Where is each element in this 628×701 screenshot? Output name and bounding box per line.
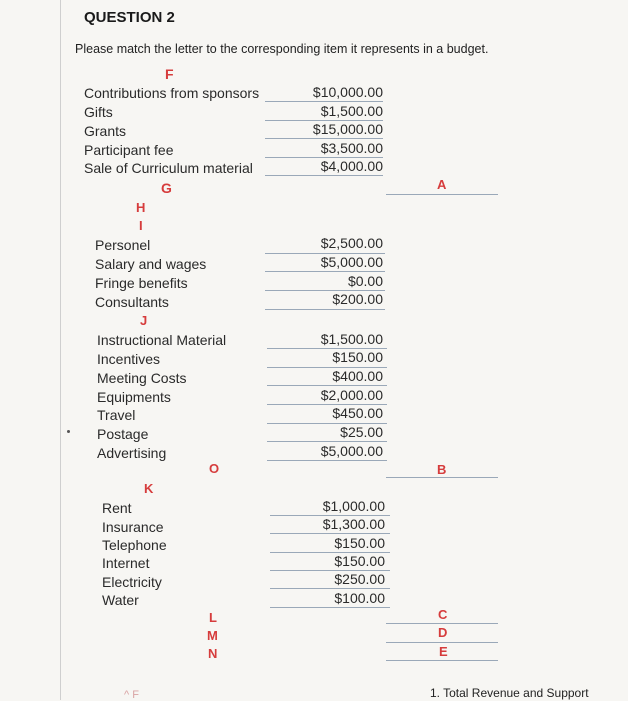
program-label: Advertising: [97, 445, 167, 461]
total-line-d: [386, 642, 498, 643]
answer-line: [270, 570, 390, 571]
marker-e: E: [439, 644, 448, 659]
answer-line: [267, 404, 387, 405]
answer-line: [267, 460, 387, 461]
marker-m: M: [207, 628, 218, 643]
facilities-label: Insurance: [102, 519, 164, 535]
answer-line: [265, 253, 385, 254]
question-title: QUESTION 2: [84, 9, 175, 26]
revenue-amount: $1,500.00: [320, 103, 383, 119]
answer-line: [265, 101, 383, 102]
facilities-label: Internet: [102, 555, 150, 571]
program-amount: $400.00: [332, 368, 383, 384]
answer-line: [267, 441, 387, 442]
answer-line: [265, 309, 385, 310]
margin-dot: [67, 430, 70, 433]
program-label: Instructional Material: [97, 332, 227, 348]
program-label: Incentives: [97, 351, 161, 367]
program-amount: $1,500.00: [320, 331, 383, 347]
revenue-amount: $4,000.00: [320, 158, 383, 174]
facilities-label: Rent: [102, 500, 132, 516]
marker-j: J: [140, 313, 148, 328]
program-amount: $25.00: [340, 424, 383, 440]
answer-line: [267, 385, 387, 386]
program-label: Travel: [97, 407, 136, 423]
answer-line: [265, 290, 385, 291]
personnel-amount: $200.00: [332, 291, 383, 307]
marker-i: I: [139, 218, 143, 233]
revenue-amount: $15,000.00: [312, 121, 383, 137]
total-line-a: [386, 194, 498, 195]
answer-line: [270, 607, 390, 608]
program-amount: $150.00: [332, 349, 383, 365]
total-line-b: [386, 477, 498, 478]
instruction-text: Please match the letter to the corresponding item it represents in a budget.: [75, 42, 489, 56]
option-1: 1. Total Revenue and Support: [430, 686, 589, 700]
facilities-amount: $250.00: [334, 571, 385, 587]
marker-o: O: [209, 461, 220, 476]
answer-line: [265, 175, 383, 176]
revenue-label: Participant fee: [84, 142, 174, 158]
program-amount: $5,000.00: [320, 443, 383, 459]
facilities-label: Telephone: [102, 537, 167, 553]
answer-line: [267, 367, 387, 368]
marker-k: K: [144, 481, 154, 496]
facilities-label: Water: [102, 592, 139, 608]
revenue-amount: $3,500.00: [320, 140, 383, 156]
facilities-label: Electricity: [102, 574, 162, 590]
cut-marker: ^ F: [124, 689, 139, 701]
marker-l: L: [209, 610, 217, 625]
personnel-label: Consultants: [95, 294, 169, 310]
answer-line: [270, 588, 390, 589]
revenue-label: Contributions from sponsors: [84, 85, 260, 101]
answer-line: [270, 552, 390, 553]
facilities-amount: $1,000.00: [322, 498, 385, 514]
answer-line: [265, 120, 383, 121]
facilities-amount: $1,300.00: [322, 516, 385, 532]
revenue-label: Grants: [84, 123, 127, 139]
program-amount: $2,000.00: [320, 387, 383, 403]
answer-line: [265, 157, 383, 158]
personnel-label: Personel: [95, 237, 151, 253]
answer-line: [270, 515, 390, 516]
personnel-label: Fringe benefits: [95, 275, 188, 291]
marker-d: D: [438, 625, 448, 640]
program-amount: $450.00: [332, 405, 383, 421]
revenue-label: Gifts: [84, 104, 113, 120]
personnel-amount: $5,000.00: [320, 254, 383, 270]
revenue-label: Sale of Curriculum material: [84, 160, 253, 176]
program-label: Postage: [97, 426, 149, 442]
program-label: Equipments: [97, 389, 171, 405]
marker-a: A: [437, 177, 447, 192]
total-line-c: [386, 623, 498, 624]
personnel-amount: $2,500.00: [320, 235, 383, 251]
marker-g: G: [161, 180, 172, 196]
total-line-e: [386, 660, 498, 661]
marker-h: H: [136, 200, 146, 215]
answer-line: [265, 271, 385, 272]
marker-f: F: [165, 66, 174, 82]
answer-line: [270, 533, 390, 534]
revenue-amount: $10,000.00: [312, 84, 383, 100]
personnel-amount: $0.00: [347, 273, 383, 289]
facilities-amount: $150.00: [334, 553, 385, 569]
program-label: Meeting Costs: [97, 370, 187, 386]
answer-line: [265, 138, 383, 139]
facilities-amount: $100.00: [334, 590, 385, 606]
personnel-label: Salary and wages: [95, 256, 207, 272]
answer-line: [267, 348, 387, 349]
marker-n: N: [208, 646, 218, 661]
answer-line: [267, 423, 387, 424]
marker-c: C: [438, 607, 448, 622]
facilities-amount: $150.00: [334, 535, 385, 551]
marker-b: B: [437, 462, 447, 477]
